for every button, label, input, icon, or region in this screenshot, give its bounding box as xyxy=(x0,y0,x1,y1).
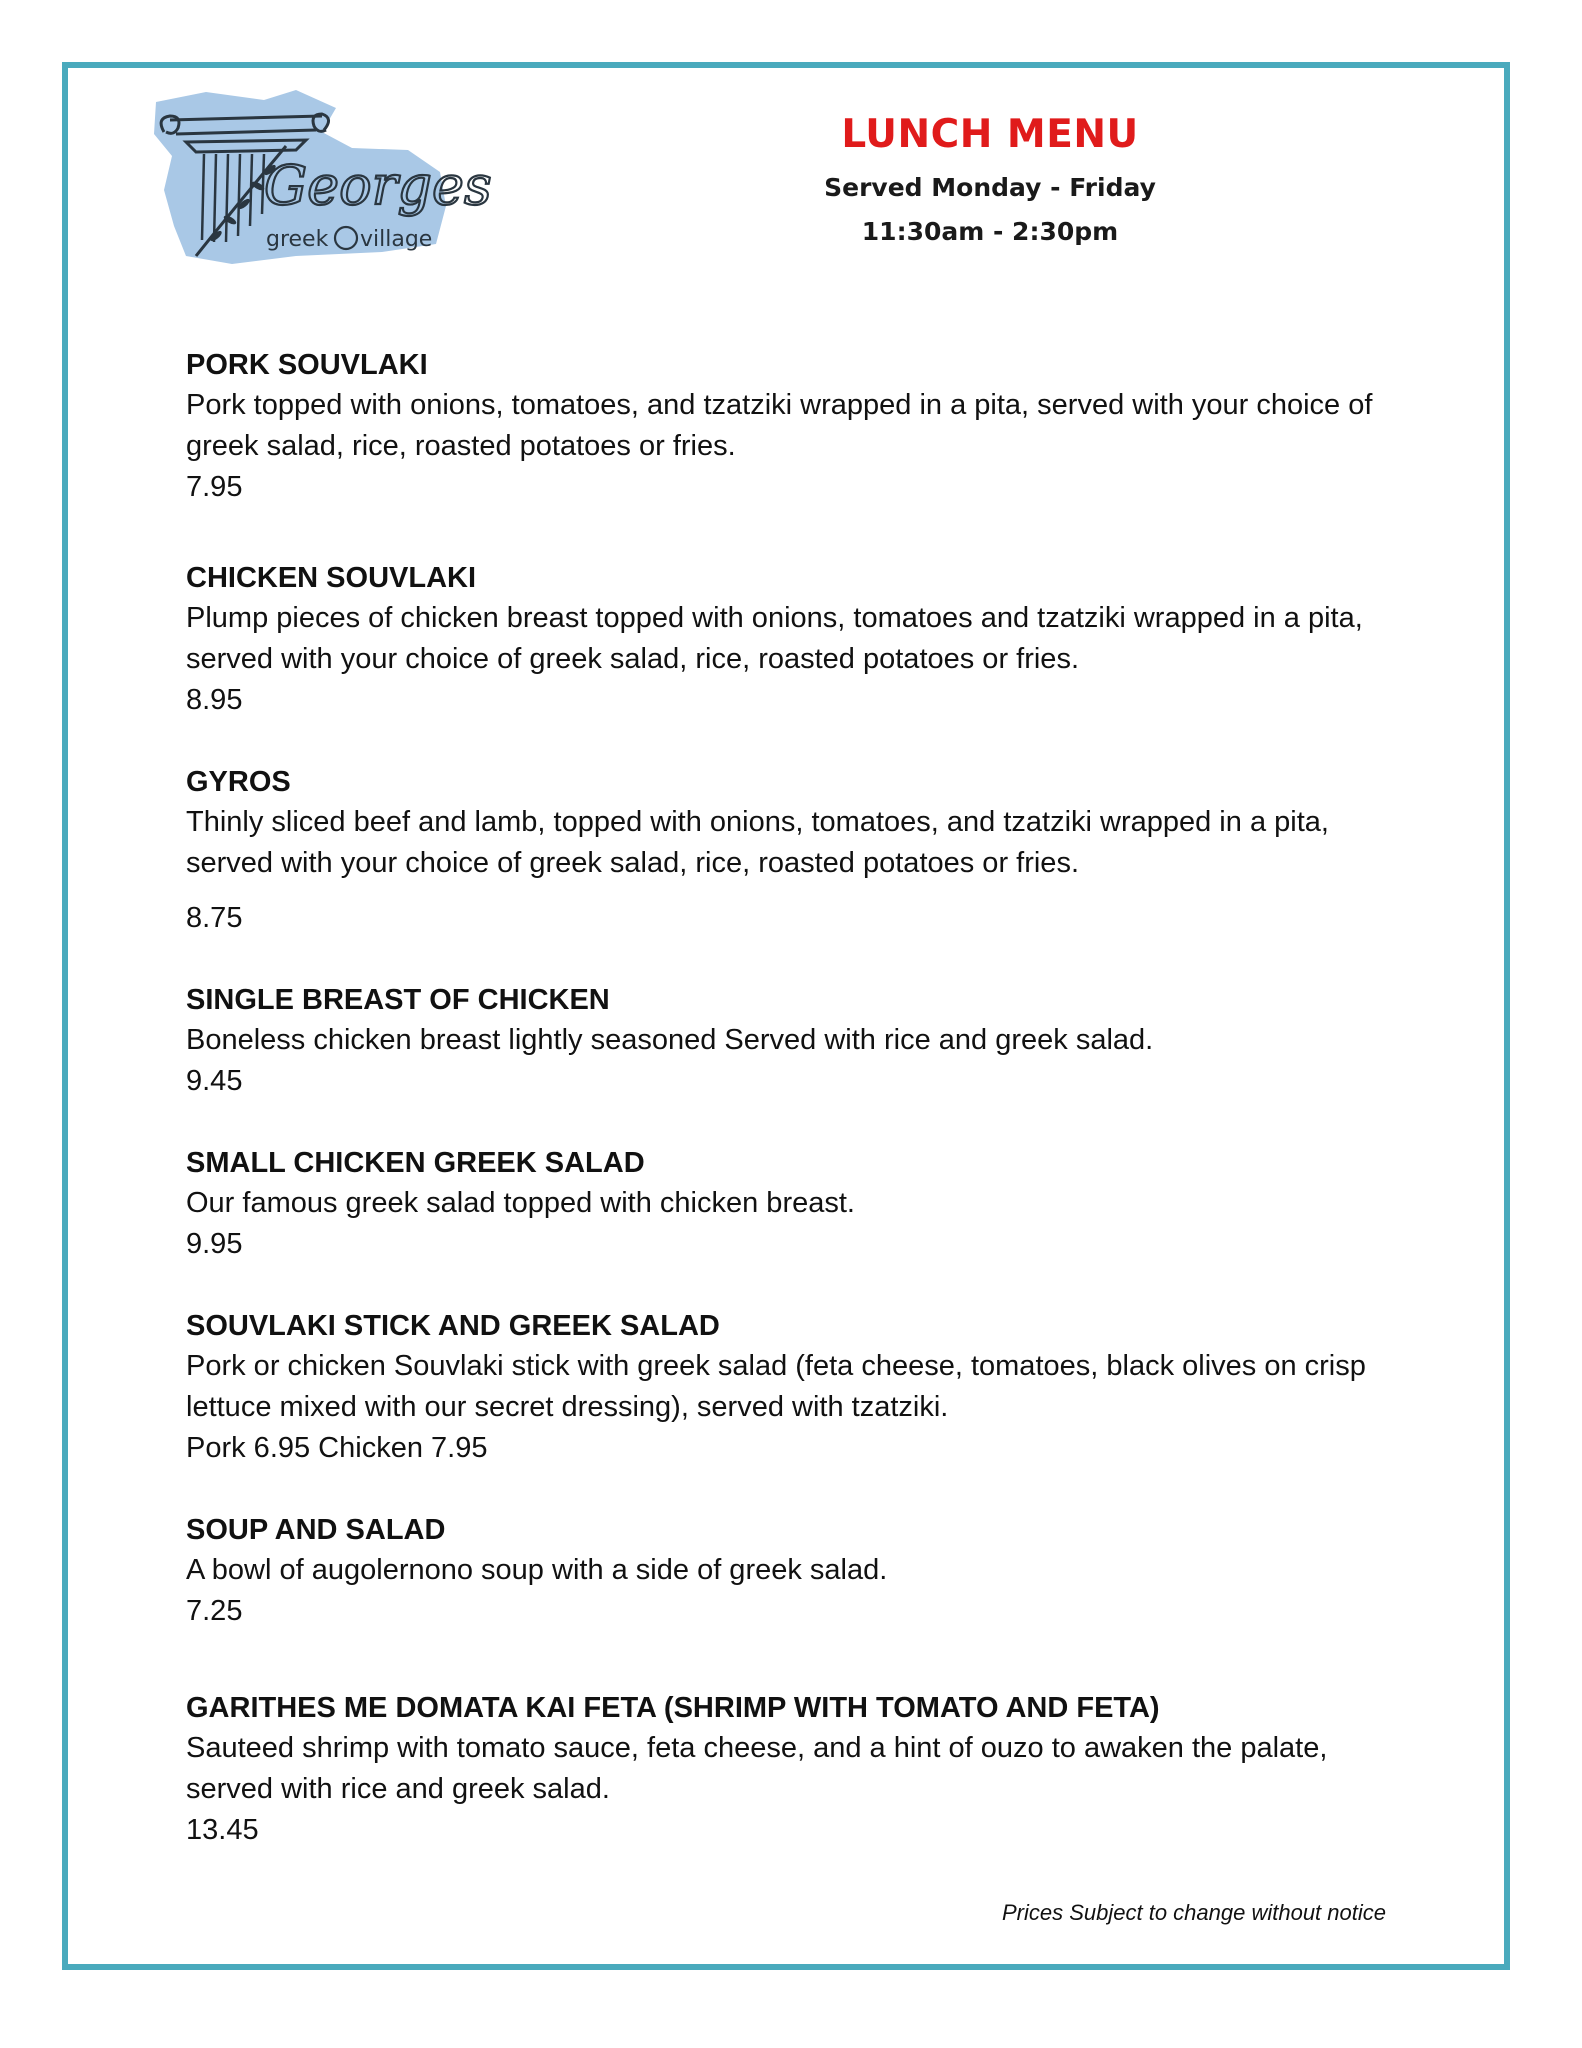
menu-item xyxy=(186,1510,1416,1632)
served-hours: 11:30am - 2:30pm xyxy=(861,217,1119,246)
menu-item-price: 7.95 xyxy=(186,471,243,503)
menu-item-description: Sauteed shrimp with tomato sauce, feta cheese, and a hint of ouzo to awaken the palate, served with rice and greek salad. xyxy=(186,1732,1328,1805)
logo-name: Georges xyxy=(264,154,492,217)
menu-item-price: 7.25 xyxy=(186,1595,243,1627)
menu-item-name: SMALL CHICKEN GREEK SALAD xyxy=(186,1147,645,1179)
menu-item-description: Pork topped with onions, tomatoes, and tzatziki wrapped in a pita, served with your choice of greek salad, rice, roasted potatoes or fries. xyxy=(186,389,1373,462)
menu-item-name: PORK SOUVLAKI xyxy=(186,349,428,381)
menu-item-description: Thinly sliced beef and lamb, topped with onions, tomatoes, and tzatziki wrapped in a pita, served with your choice of greek salad, rice, roasted potatoes or fries. xyxy=(186,806,1329,879)
menu-item-description: A bowl of augolernono soup with a side of greek salad. xyxy=(186,1554,888,1586)
menu-item-description: Our famous greek salad topped with chicken breast. xyxy=(186,1187,855,1219)
menu-item xyxy=(186,1143,1416,1265)
menu-list xyxy=(186,345,1416,1851)
menu-item-name: GYROS xyxy=(186,766,291,798)
menu-item xyxy=(186,1688,1416,1851)
menu-item-name: SINGLE BREAST OF CHICKEN xyxy=(186,984,610,1016)
price-disclaimer: Prices Subject to change without notice xyxy=(1001,1900,1386,1925)
menu-item-name: GARITHES ME DOMATA KAI FETA (SHRIMP WITH TOMATO AND FETA) xyxy=(186,1692,1160,1724)
menu-item xyxy=(186,558,1416,721)
menu-item xyxy=(186,762,1416,939)
logo-tagline-left: greek xyxy=(266,227,329,252)
menu-item-name: CHICKEN SOUVLAKI xyxy=(186,562,477,594)
menu-header xyxy=(800,108,1180,254)
menu-item-description: Pork or chicken Souvlaki stick with greek salad (feta cheese, tomatoes, black olives on crisp lettuce mixed with our secret dressing), served with tzatziki. xyxy=(186,1350,1366,1423)
menu-item-name: SOUP AND SALAD xyxy=(186,1514,446,1546)
menu-item-description: Plump pieces of chicken breast topped with onions, tomatoes and tzatziki wrapped in a pita, served with your choice of greek salad, rice, roasted potatoes or fries. xyxy=(186,602,1363,675)
page-title: LUNCH MENU xyxy=(841,112,1139,157)
menu-item-price: 9.95 xyxy=(186,1228,243,1260)
menu-item-price: Pork 6.95 Chicken 7.95 xyxy=(186,1432,488,1464)
menu-item xyxy=(186,1306,1416,1469)
menu-item-price: 8.95 xyxy=(186,684,243,716)
menu-item-price: 8.75 xyxy=(186,902,243,934)
logo-tagline-right: village xyxy=(360,227,433,252)
menu-item xyxy=(186,980,1416,1102)
restaurant-logo xyxy=(146,86,492,266)
menu-item-description: Boneless chicken breast lightly seasoned Served with rice and greek salad. xyxy=(186,1024,1154,1056)
served-days: Served Monday - Friday xyxy=(824,173,1156,202)
menu-item xyxy=(186,345,1416,508)
menu-item-price: 9.45 xyxy=(186,1065,243,1097)
menu-item-name: SOUVLAKI STICK AND GREEK SALAD xyxy=(186,1310,720,1342)
menu-item-price: 13.45 xyxy=(186,1814,259,1846)
